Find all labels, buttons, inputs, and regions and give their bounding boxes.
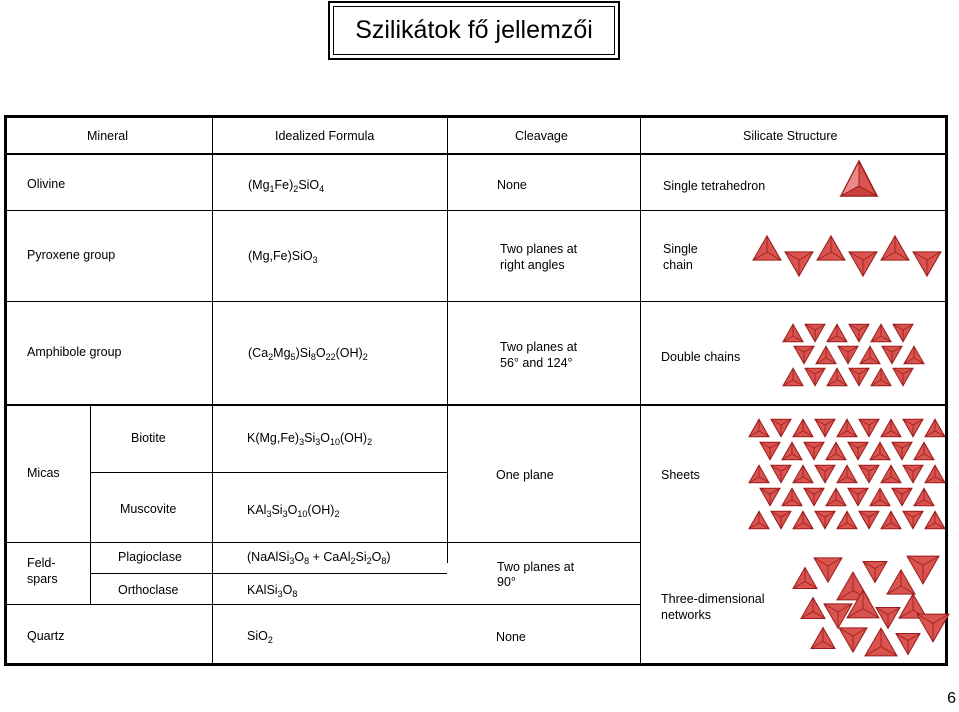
formula-pyroxene: (Mg,Fe)SiO$_3$	[248, 249, 318, 265]
cleavage-pyroxene-1: Two planes at	[500, 242, 578, 256]
cleavage-pyroxene-2: right angles	[500, 258, 565, 272]
col-rule-2a	[447, 118, 448, 405]
formula-orthoclase: $KAlSi_3O_8$	[247, 583, 298, 599]
structure-pyroxene-2: chain	[663, 258, 693, 272]
header-mineral: Mineral	[87, 129, 128, 143]
formula-biotite: $K(Mg,Fe)_3Si_3O_{10}(OH)_2$	[247, 431, 373, 447]
mineral-orthoclase: Orthoclase	[118, 583, 179, 597]
mineral-quartz: Quartz	[27, 629, 65, 643]
col-rule-3	[640, 118, 641, 663]
single-tetrahedron-diagram	[837, 158, 881, 202]
structure-network-1: Three-dimensional	[661, 592, 765, 606]
formula-amphibole: $(Ca_2Mg_5)Si_8O_{22}(OH)_2$	[248, 346, 368, 362]
mineral-micas: Micas	[27, 466, 60, 480]
rule-header	[7, 153, 945, 155]
rule-feldspar-inner	[90, 573, 447, 574]
formula-quartz: SiO$_2$	[247, 629, 273, 645]
slide-title-frame	[333, 6, 615, 55]
header-structure: Silicate Structure	[743, 129, 838, 143]
formula-olivine: $(Mg_1Fe)_2SiO_4$	[248, 178, 325, 194]
structure-amphibole: Double chains	[661, 350, 741, 364]
cleavage-micas: One plane	[496, 468, 554, 482]
col-rule-micas	[90, 405, 91, 542]
cleavage-feldspars-2: 90°	[497, 575, 516, 589]
slide-title-box	[328, 1, 620, 60]
col-rule-1a	[212, 118, 213, 405]
col-rule-2b	[447, 405, 448, 563]
slide-title: Szilikátok fő jellemzői	[355, 16, 593, 44]
formula-muscovite: $KAl_3Si_3O_{10}(OH)_2$	[247, 503, 340, 519]
silicate-table	[4, 115, 948, 666]
rule-feldspar	[7, 604, 640, 605]
cleavage-amphibole-1: Two planes at	[500, 340, 578, 354]
header-cleavage: Cleavage	[515, 129, 568, 143]
mineral-pyroxene: Pyroxene group	[27, 248, 116, 262]
network-structure-diagram	[793, 558, 943, 654]
mineral-feldspars-1: Feld-	[27, 556, 56, 570]
mineral-amphibole: Amphibole group	[27, 345, 122, 359]
structure-network-2: networks	[661, 608, 712, 622]
single-chain-diagram	[753, 226, 943, 286]
mineral-biotite: Biotite	[131, 431, 166, 445]
page-number: 6	[947, 690, 956, 707]
cleavage-olivine: None	[497, 178, 527, 192]
mineral-plagioclase: Plagioclase	[118, 550, 182, 564]
rule-amphibole	[7, 404, 945, 406]
rule-olivine	[7, 210, 945, 211]
structure-pyroxene-1: Single	[663, 242, 698, 256]
structure-micas: Sheets	[661, 468, 700, 482]
rule-micas-inner	[90, 472, 447, 473]
col-rule-1b	[212, 405, 213, 563]
rule-pyroxene	[7, 301, 945, 302]
rule-micas	[7, 542, 640, 543]
mineral-muscovite: Muscovite	[120, 502, 177, 516]
sheet-structure-diagram	[747, 416, 947, 534]
cleavage-quartz: None	[496, 630, 526, 644]
mineral-olivine: Olivine	[27, 177, 66, 191]
double-chain-diagram	[783, 321, 923, 389]
structure-olivine: Single tetrahedron	[663, 179, 766, 193]
cleavage-amphibole-2: 56° and 124°	[500, 356, 573, 370]
col-rule-1c	[212, 542, 213, 663]
col-rule-feldspar	[90, 542, 91, 604]
header-formula: Idealized Formula	[275, 129, 375, 143]
formula-plagioclase: ($NaAlSi_3O_8$ + $CaAl_2Si_2O_8$)	[247, 550, 391, 566]
mineral-feldspars-2: spars	[27, 572, 58, 586]
cleavage-feldspars-1: Two planes at	[497, 560, 575, 574]
